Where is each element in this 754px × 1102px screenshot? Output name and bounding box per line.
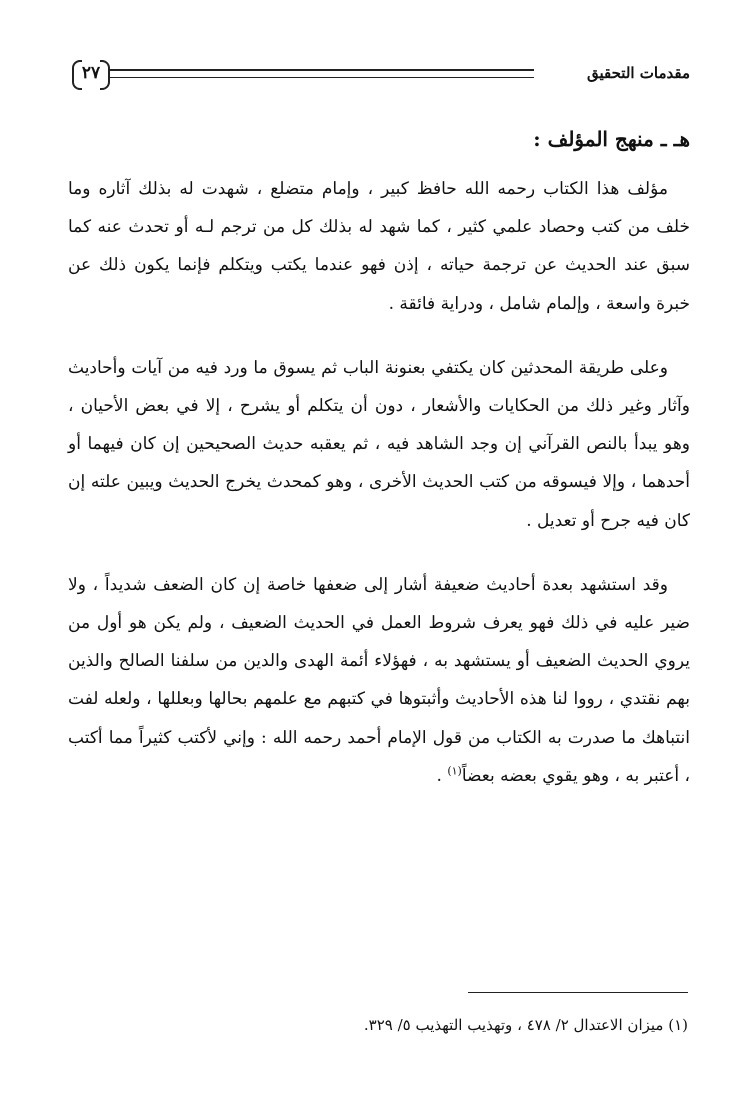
main-text	[68, 122, 690, 821]
running-header	[72, 58, 690, 92]
header-title: مقدمات التحقيق	[586, 64, 690, 82]
page-number-box	[72, 58, 110, 88]
page-number: ٢٧	[81, 63, 101, 83]
header-rule	[110, 69, 534, 78]
footnote-1: (١) ميزان الاعتدال ٢/ ٤٧٨ ، وتهذيب التهذيب ٥/ ٣٢٩.	[363, 1016, 688, 1034]
paragraph-3-text: وقد استشهد بعدة أحاديث ضعيفة أشار إلى ضعفها خاصة إن كان الضعف شديداً ، ولا ضير عليه في ذلك فهو يعرف شروط العمل في الحديث الضعيف ، ولم يكن هو أول من يروي الحديث الضعيف أو يستشهد به ، فهؤلاء أئمة الهدى والدين من سلفنا الصالح والذين بهم نقتدي ، رووا لنا هذه الأحاديث وأثبتوها في كتبهم مع علمهم بحالها وبعللها ، ولعله لفت انتباهك ما صدرت به الكتاب من قول الإمام أحمد رحمه الله : وإني لأكتب كثيراً مما أكتب ، أعتبر به ، وهو يقوي بعضه بعضاً	[68, 574, 690, 786]
paragraph-3-end: .	[436, 765, 448, 786]
footnote-separator	[468, 992, 688, 993]
paragraph-2: وعلى طريقة المحدثين كان يكتفي بعنونة الباب ثم يسوق ما ورد فيه من آيات وأحاديث وآثار وغير ذلك من الحكايات والأشعار ، دون أن يتكلم أو يشرح ، إلا في بعض الأحيان ، وهو يبدأ بالنص القرآني إن وجد الشاهد فيه ، ثم يعقبه حديث الصحيحين إن كان فيهما أو أحدهما ، وإلا فيسوقه من كتب الحديث الأخرى ، وهو كمحدث يخرج الحديث ويبين علته إن كان فيه جرح أو تعديل .	[68, 357, 690, 531]
section-heading: هـ ـ منهج المؤلف :	[533, 127, 690, 151]
paragraph-1: مؤلف هذا الكتاب رحمه الله حافظ كبير ، وإمام متضلع ، شهدت له بذلك آثاره وما خلف من كتب وحصاد علمي كثير ، كما شهد له بذلك كل من ترجم لـه أو تحدث عنه كما سبق عند الحديث عن ترجمة حياته ، إذن فهو عندما يكتب ويتكلم فإنما يكون ذلك عن خبرة واسعة ، وإلمام شامل ، ودراية فائقة .	[68, 179, 690, 314]
footnote-reference[interactable]: (١)	[447, 764, 462, 778]
paragraph-3	[68, 566, 690, 795]
